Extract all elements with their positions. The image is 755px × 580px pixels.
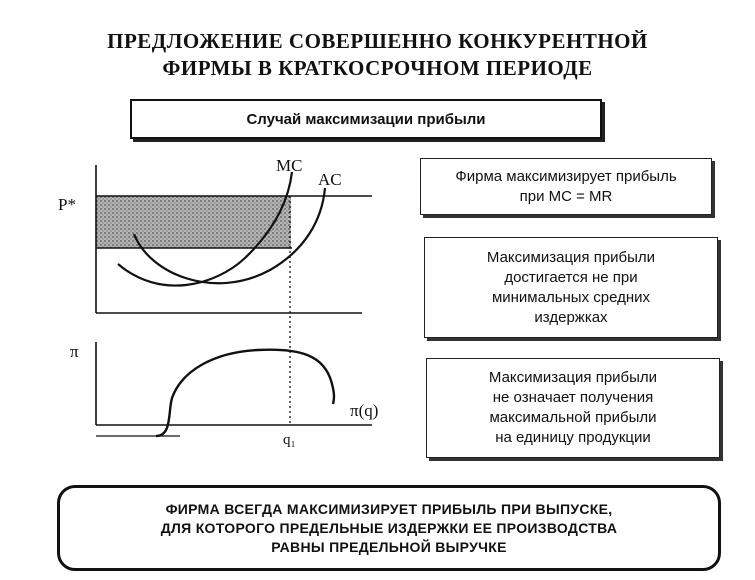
conclusion-text: ФИРМА ВСЕГДА МАКСИМИЗИРУЕТ ПРИБЫЛЬ ПРИ ВЫПУСКЕ, ДЛЯ КОТОРОГО ПРЕДЕЛЬНЫЕ ИЗДЕРЖКИ ЕЕ ПРОИЗВОДСТВА РАВНЫ ПРЕДЕЛЬНОЙ ВЫРУЧКЕ [160, 500, 618, 555]
mc-label: MC [276, 156, 303, 175]
note-1-text: Фирма максимизирует прибыль при МС = MR [455, 167, 677, 205]
profit-curve [156, 350, 334, 436]
ac-label: AC [318, 170, 342, 189]
title-line-2: ФИРМЫ В КРАТКОСРОЧНОМ ПЕРИОДЕ [162, 56, 593, 80]
conclusion-box [57, 485, 721, 571]
cost-graph [58, 156, 372, 425]
note-3-text: Максимизация прибыли не означает получения максимальной прибыли на единицу продукции [488, 369, 658, 446]
note-not-min-average-cost [424, 237, 718, 338]
note-2-text: Максимизация прибыли достигается не при минимальных средних издержках [486, 248, 656, 326]
pi-label: π [70, 342, 79, 361]
case-label: Случай максимизации прибыли [246, 110, 486, 128]
price-label: P* [58, 195, 76, 214]
q1-label: q₁ [283, 432, 296, 448]
pi-curve-label: π(q) [350, 401, 379, 420]
profit-graph [70, 342, 378, 448]
note-not-max-unit-profit [426, 358, 720, 458]
note-mc-equals-mr [420, 158, 712, 215]
title-line-1: ПРЕДЛОЖЕНИЕ СОВЕРШЕННО КОНКУРЕНТНОЙ [107, 29, 648, 53]
